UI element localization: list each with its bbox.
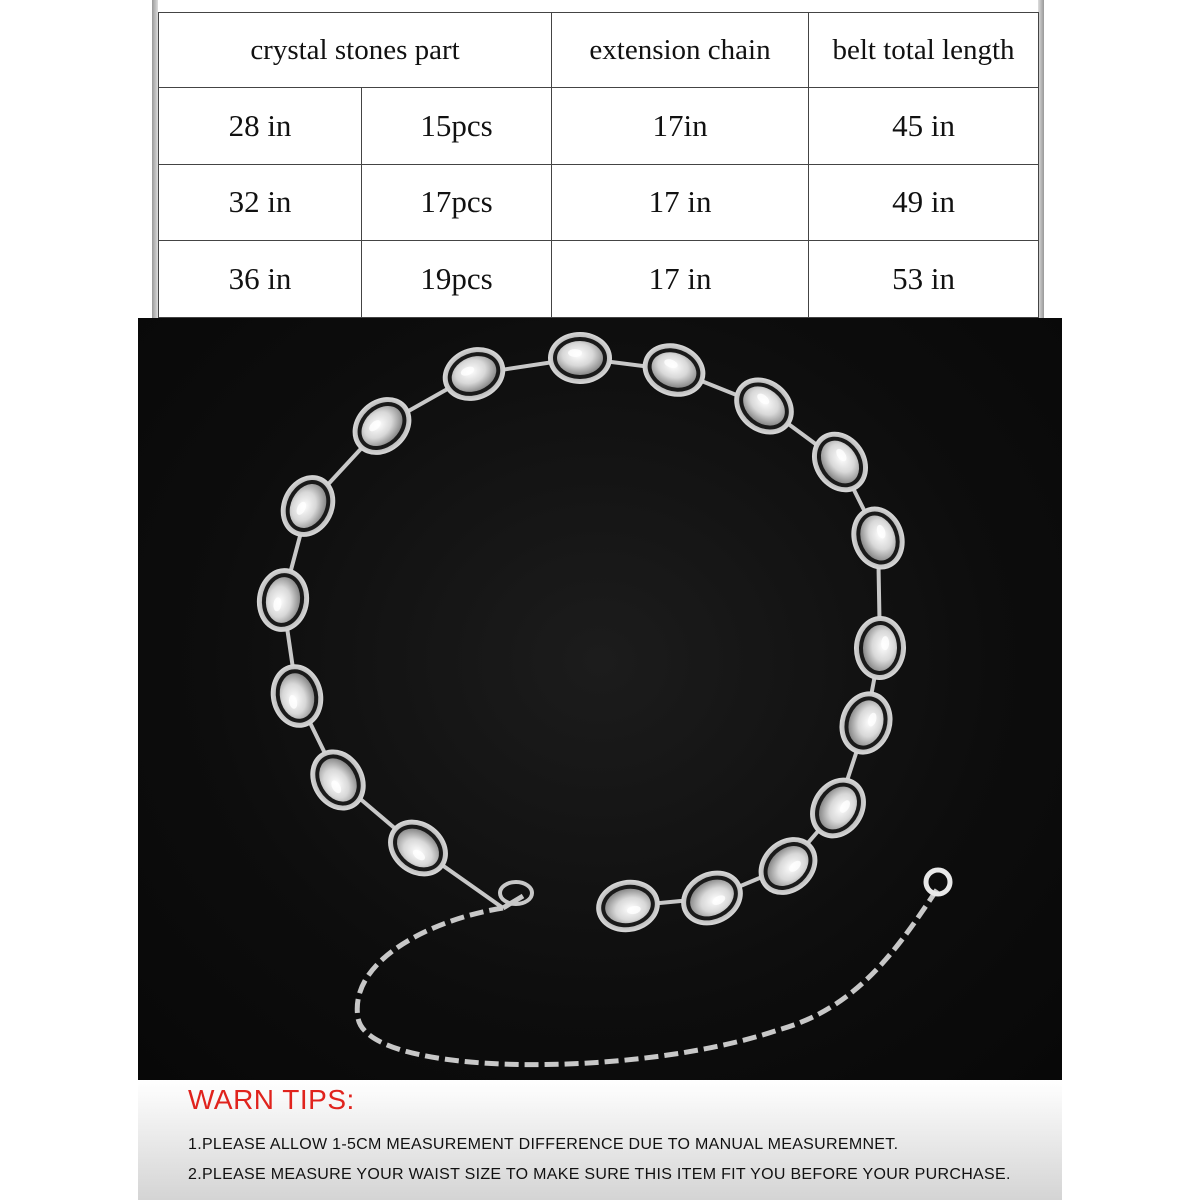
size-table-container (158, 12, 1038, 318)
extension-length-cell: 17 in (552, 164, 809, 241)
crystal-belt-illustration (138, 318, 1062, 1080)
header-total-length: belt total length (809, 13, 1039, 88)
total-length-cell: 53 in (809, 241, 1039, 318)
warning-banner (138, 1080, 1062, 1200)
total-length-cell: 45 in (809, 88, 1039, 165)
stones-length-cell: 36 in (159, 241, 362, 318)
header-crystal-stones: crystal stones part (159, 13, 552, 88)
size-table (158, 12, 1039, 318)
stones-length-cell: 32 in (159, 164, 362, 241)
warning-line-1: 1.PLEASE ALLOW 1-5CM MEASUREMENT DIFFERENCE DUE TO MANUAL MEASUREMNET. (188, 1136, 899, 1153)
crystal-stone (557, 341, 603, 375)
total-length-cell: 49 in (809, 164, 1039, 241)
warning-title: WARN TIPS: (188, 1084, 355, 1115)
extension-length-cell: 17in (552, 88, 809, 165)
product-photo (138, 318, 1062, 1080)
table-row (159, 164, 1039, 241)
header-extension-chain: extension chain (552, 13, 809, 88)
table-row (159, 241, 1039, 318)
size-table-header-row (159, 13, 1039, 88)
extension-length-cell: 17 in (552, 241, 809, 318)
table-row (159, 88, 1039, 165)
stones-count-cell: 19pcs (362, 241, 552, 318)
stones-count-cell: 17pcs (362, 164, 552, 241)
stones-count-cell: 15pcs (362, 88, 552, 165)
stones-length-cell: 28 in (159, 88, 362, 165)
warning-line-2: 2.PLEASE MEASURE YOUR WAIST SIZE TO MAKE SURE THIS ITEM FIT YOU BEFORE YOUR PURCHASE. (188, 1166, 1011, 1183)
